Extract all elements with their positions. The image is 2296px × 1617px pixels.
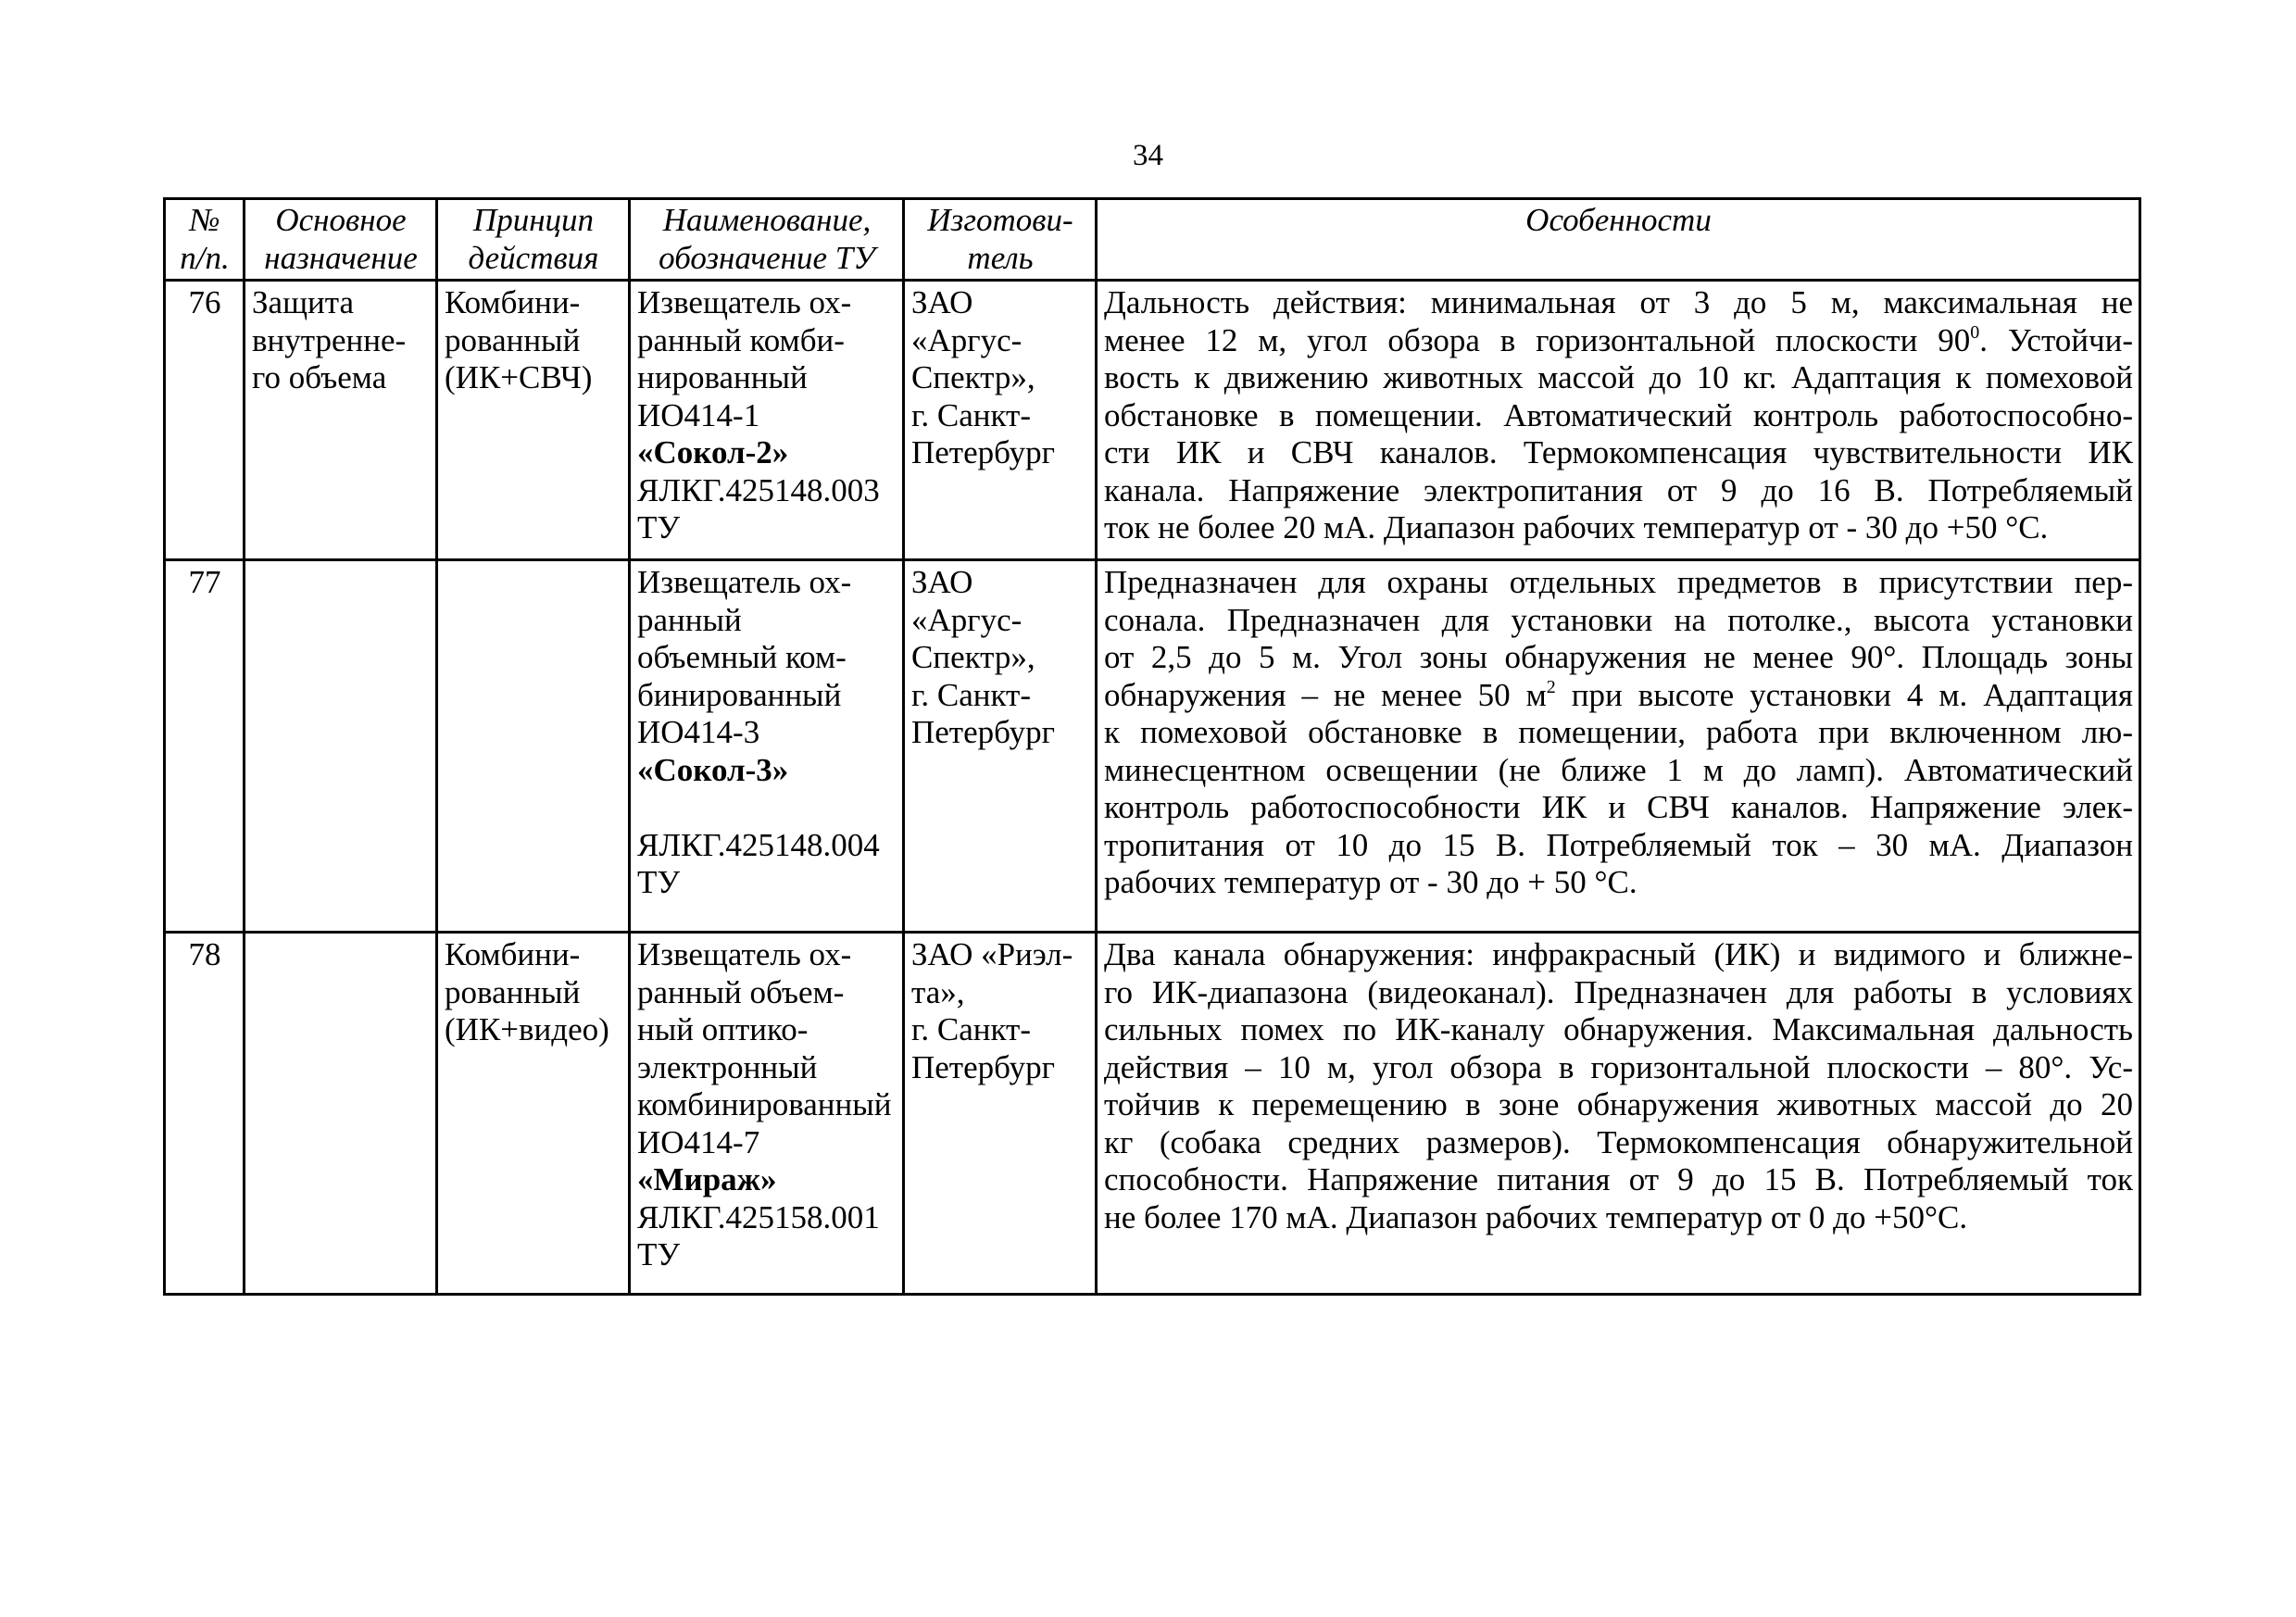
- features-cell: Дальность действия: минимальная от 3 до 5 м, максимальная не менее 12 м, угол обзора в горизонтальной плоскости $90^0$. Устойчи- вость к движению животных массой до 10 кг. Адаптация к помеховой обстановке в помещении. Автоматический контроль работоспособно- сти ИК и СВЧ каналов. Термокомпенсация чувствительности ИК канала. Напряжение электропитания от 9 до 16 В. Потребляемый ток не более 20 мА. Диапазон рабочих температур от - 30 до +50 °С.: [1097, 281, 2140, 560]
- product-name: «Сокол-2»: [637, 434, 789, 470]
- features-cell: Предназначен для охраны отдельных предметов в присутствии пер- сонала. Предназначен для установки на потолке., высота установки от 2,5 до 5 м. Угол зоны обнаружения не менее 90°. Площадь зоны обнаружения – не менее 50 $м^2$ при высоте установки 4 м. Адаптация к помеховой обстановке в помещении, работа при включенном лю- минесцентном освещении (не ближе 1 м до ламп). Автоматический контроль работоспособности ИК и СВЧ каналов. Напряжение элек- тропитания от 10 до 15 В. Потребляемый ток – 30 мА. Диапазон рабочих температур от - 30 до + 50 °С.: [1097, 560, 2140, 933]
- table-row: [165, 281, 2140, 560]
- name-cell: Извещатель ох- ранный объем- ный оптико- электронный комбинированный ИО414-7 «Мираж» ЯЛКГ.425158.001 ТУ: [630, 933, 904, 1295]
- row-number: 77: [188, 564, 221, 600]
- header-name: Наименование, обозначение ТУ: [630, 199, 904, 281]
- row-num-cell: [165, 933, 245, 1295]
- table-row: [165, 933, 2140, 1295]
- features-cell: Два канала обнаружения: инфракрасный (ИК) и видимого и ближне- го ИК-диапазона (видеоканал). Предназначен для работы в условиях сильных помех по ИК-каналу обнаружения. Максимальная дальность действия – 10 м, угол обзора в горизонтальной плоскости – 80°. Ус- тойчив к перемещению в зоне обнаружения животных массой до 20 кг (собака средних размеров). Термокомпенсация обнаружительной способности. Напряжение питания от 9 до 15 В. Потребляемый ток не более 170 мА. Диапазон рабочих температур от 0 до +50°С.: [1097, 933, 2140, 1295]
- header-num: № п/п.: [165, 199, 245, 281]
- maker-cell: ЗАО «Риэл- та», г. Санкт- Петербург: [904, 933, 1097, 1295]
- principle-cell: Комбини- рованный (ИК+СВЧ): [437, 281, 630, 560]
- purpose-cell: Защита внутренне- го объема: [245, 281, 437, 560]
- name-cell: Извещатель ох- ранный комби- нированный ИО414-1 «Сокол-2» ЯЛКГ.425148.003 ТУ: [630, 281, 904, 560]
- maker-cell: ЗАО «Аргус- Спектр», г. Санкт- Петербург: [904, 281, 1097, 560]
- name-cell: Извещатель ох- ранный объемный ком- бинированный ИО414-3 «Сокол-3» ЯЛКГ.425148.004 ТУ: [630, 560, 904, 933]
- table-row: [165, 560, 2140, 933]
- maker-cell: ЗАО «Аргус- Спектр», г. Санкт- Петербург: [904, 560, 1097, 933]
- principle-cell: [437, 560, 630, 933]
- page-number: 34: [1133, 139, 1163, 172]
- purpose-cell: [245, 560, 437, 933]
- row-num-cell: [165, 560, 245, 933]
- table-header-row: [165, 199, 2140, 281]
- row-num-cell: [165, 281, 245, 560]
- header-maker: Изготови- тель: [904, 199, 1097, 281]
- purpose-cell: [245, 933, 437, 1295]
- principle-cell: Комбини- рованный (ИК+видео): [437, 933, 630, 1295]
- detectors-table: [163, 197, 2141, 1296]
- header-purpose: Основное назначение: [245, 199, 437, 281]
- row-number: 76: [188, 284, 221, 320]
- header-principle: Принцип действия: [437, 199, 630, 281]
- product-name: «Сокол-3»: [637, 751, 789, 788]
- row-number: 78: [188, 936, 221, 972]
- product-name: «Мираж»: [637, 1161, 777, 1197]
- header-features: Особенности: [1097, 199, 2140, 281]
